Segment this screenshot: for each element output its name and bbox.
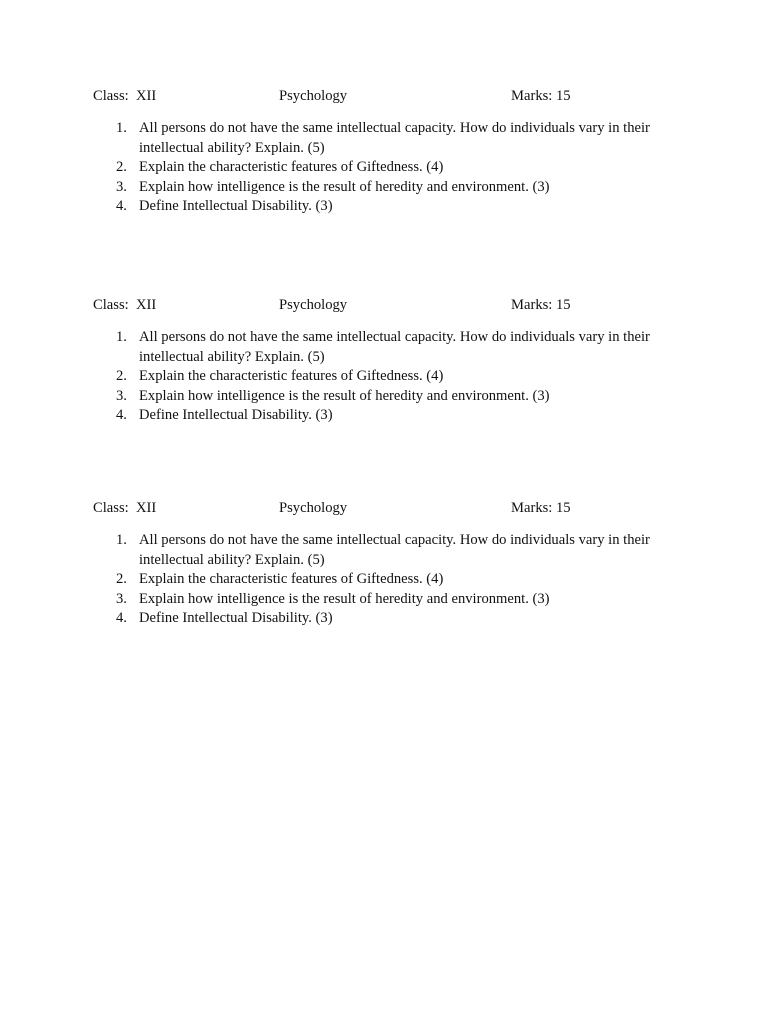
subject-label: Psychology [279,88,348,104]
question-item [0,197,669,217]
question-item [0,531,669,570]
question-item [0,367,669,387]
marks-label: Marks: 15 [511,297,571,313]
sheet-header [0,500,768,520]
marks-label: Marks: 15 [511,88,571,104]
question-text: Explain how intelligence is the result of heredity and environment. (3) [139,178,550,195]
subject-label: Psychology [279,500,348,516]
question-item [0,406,669,426]
question-item [0,387,669,407]
sheet-header [0,297,768,317]
question-text: Define Intellectual Disability. (3) [139,610,333,626]
question-text: Explain how intelligence is the result of heredity and environment. (3) [139,387,550,404]
question-number: 4. [116,198,127,214]
question-text: Explain the characteristic features of Giftedness. (4) [139,159,444,175]
question-number: 2. [116,368,127,384]
question-number: 3. [116,590,127,607]
question-text: Define Intellectual Disability. (3) [139,198,333,214]
question-number: 4. [116,610,127,626]
class-label: Class: XII [93,297,157,313]
question-text: All persons do not have the same intellectual capacity. How do individuals vary in their intellectual ability? Explain. (5) [139,329,650,365]
question-number: 1. [116,120,127,136]
question-text: Explain the characteristic features of Giftedness. (4) [139,368,444,384]
question-text: Define Intellectual Disability. (3) [139,407,333,423]
question-item [0,178,669,198]
question-list [0,119,768,217]
question-number: 4. [116,407,127,423]
question-number: 1. [116,532,127,548]
question-item [0,570,669,590]
question-text: Explain the characteristic features of Giftedness. (4) [139,571,444,587]
subject-label: Psychology [279,297,348,313]
question-item [0,609,669,629]
question-text: All persons do not have the same intellectual capacity. How do individuals vary in their intellectual ability? Explain. (5) [139,532,650,568]
question-number: 1. [116,329,127,345]
question-item [0,328,669,367]
class-label: Class: XII [93,88,157,104]
question-number: 2. [116,159,127,175]
class-label: Class: XII [93,500,157,516]
question-list [0,531,768,629]
marks-label: Marks: 15 [511,500,571,516]
sheet-header [0,88,768,108]
question-list [0,328,768,426]
question-text: Explain how intelligence is the result of heredity and environment. (3) [139,590,550,607]
question-number: 3. [116,387,127,404]
question-sheet-3 [0,500,768,629]
question-item [0,590,669,610]
question-sheet-2 [0,297,768,426]
question-sheet-1 [0,88,768,217]
question-number: 3. [116,178,127,195]
question-item [0,119,669,158]
question-text: All persons do not have the same intellectual capacity. How do individuals vary in their intellectual ability? Explain. (5) [139,120,650,156]
question-number: 2. [116,571,127,587]
question-item [0,158,669,178]
